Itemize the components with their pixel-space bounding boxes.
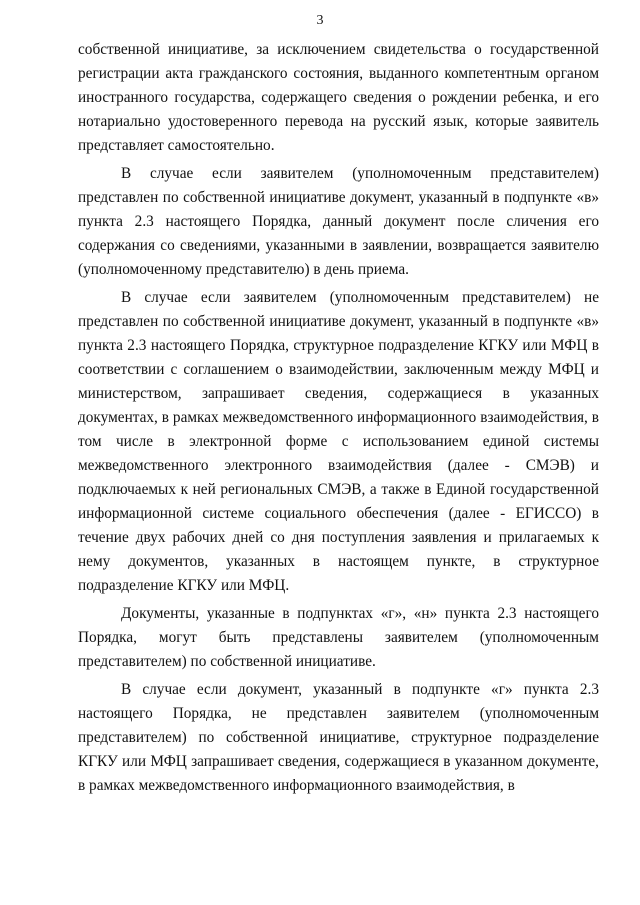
paragraph-document-not-submitted: В случае если документ, указанный в подпункте «г» пункта 2.3 настоящего Порядка, не представлен заявителем (уполномоченным представителем) по собственной инициативе, структурное подразделение КГКУ или МФЦ запрашивает сведения, содержащиеся в указанном документе, в рамках межведомственного информационного взаимодействия, в	[78, 681, 599, 794]
paragraph-interagency-request: В случае если заявителем (уполномоченным представителем) не представлен по собственной инициативе документ, указанный в подпункте «в» пункта 2.3 настоящего Порядка, структурное подразделение КГКУ или МФЦ в соответствии с соглашением о взаимодействии, заключенным между МФЦ и министерством, запрашивает сведения, содержащиеся в указанных документах, в рамках межведомственного информационного взаимодействия, в том числе в электронной форме с использованием единой системы межведомственного электронного взаимодействия (далее - СМЭВ) и подключаемых к ней региональных СМЭВ, а также в Единой государственной информационной системе социального обеспечения (далее - ЕГИССО) в течение двух рабочих дней со дня поступления заявления и прилагаемых к нему документов, указанных в настоящем пункте, в структурное подразделение КГКУ или МФЦ.	[78, 289, 599, 594]
document-body	[78, 38, 599, 802]
paragraph-optional-documents: Документы, указанные в подпунктах «г», «н» пункта 2.3 настоящего Порядка, могут быть представлены заявителем (уполномоченным представителем) по собственной инициативе.	[78, 605, 599, 670]
page-number: 3	[316, 13, 324, 28]
paragraph-continuation: собственной инициативе, за исключением свидетельства о государственной регистрации акта гражданского состояния, выданного компетентным органом иностранного государства, содержащего сведения о рождении ребенка, и его нотариально удостоверенного перевода на русский язык, которые заявитель представляет самостоятельно.	[78, 41, 599, 154]
paragraph-returned-document: В случае если заявителем (уполномоченным представителем) представлен по собственной инициативе документ, указанный в подпункте «в» пункта 2.3 настоящего Порядка, данный документ после сличения его содержания со сведениями, указанными в заявлении, возвращается заявителю (уполномоченному представителю) в день приема.	[78, 165, 599, 278]
